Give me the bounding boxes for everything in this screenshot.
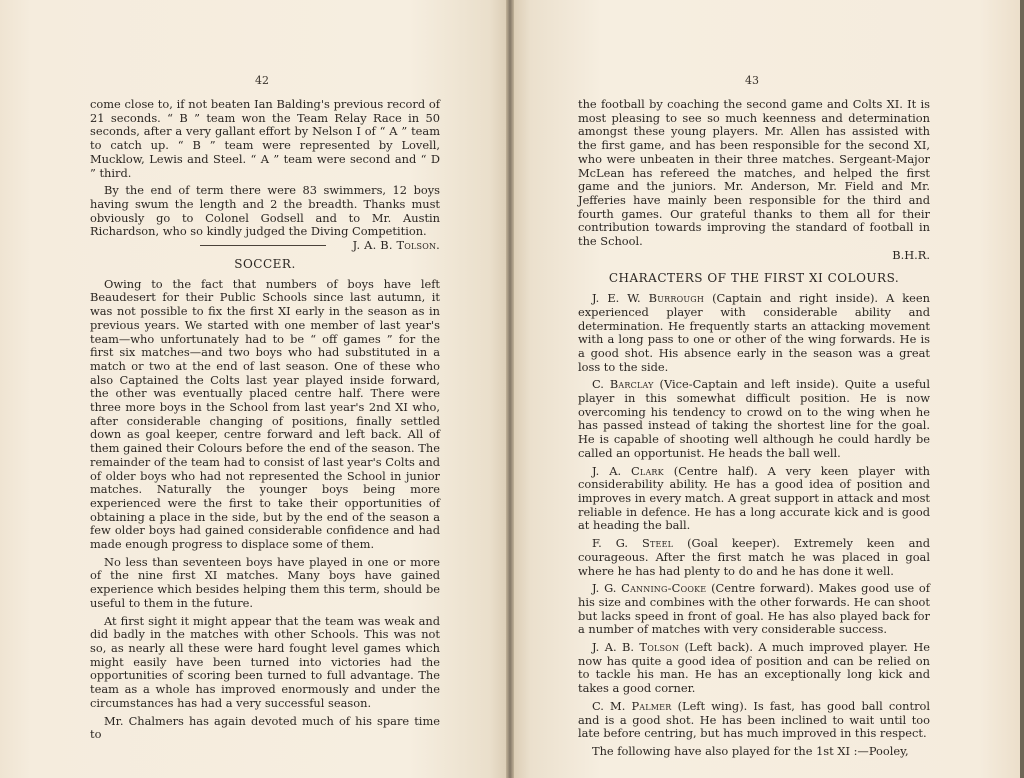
player-entry: J. G. Canning-Cooke (Centre forward). Makes good use of his size and combines with the other forwards. He can shoot but lacks speed in front of goal. He has also played back for a number of matches with very considerable success.: [578, 581, 930, 637]
book-edge: [1020, 0, 1024, 778]
section-divider: [200, 245, 326, 246]
swimming-report-end: [90, 98, 440, 253]
author-signature: J. A. B. Tolson.: [352, 238, 440, 253]
page-number: 42: [255, 74, 269, 87]
swim-paragraph: come close to, if not beaten Ian Balding's previous record of 21 seconds. “ B ” team won the Team Relay Race in 50 seconds, after a very gallant effort by Nelson I of “ A ” team to catch up. “ B ” team were represented by Lovell, Mucklow, Lewis and Steel. “ A ” team were second and “ D ” third.: [90, 97, 440, 180]
soccer-paragraph: At first sight it might appear that the team was weak and did badly in the matches with other Schools. This was not so, as nearly all these were hard fought level games which might easily have been turned into victories had the opportunities of scoring been turned to full advantage. The team as a whole has improved enormously and under the circumstances has had a very successful season.: [90, 613, 440, 710]
right-page: [510, 0, 1020, 778]
player-entry: C. Barclay (Vice-Captain and left inside). Quite a useful player in this somewhat difficult position. He is now overcoming his tendency to crowd on to the wing when he has passed instead of taking the shortest line for the goal. He is capable of shooting well although he could hardly be called an opportunist. He heads the ball well.: [578, 377, 930, 460]
section-heading: SOCCER.: [234, 257, 296, 271]
soccer-article: [90, 258, 440, 742]
left-page: [0, 0, 510, 778]
soccer-paragraph: No less than seventeen boys have played in one or more of the nine first XI matches. Many boys have gained experience which besides helping them this term, should be useful to them in the future.: [90, 554, 440, 610]
final-line: The following have also played for the 1st XI :—Pooley,: [592, 743, 909, 758]
player-entry: C. M. Palmer (Left wing). Is fast, has good ball control and is a good shot. He has been inclined to wait until too late before centring, but has much improved in this respect.: [578, 698, 931, 741]
soccer-paragraph: Owing to the fact that numbers of boys have left Beaudesert for their Public Schools since last autumn, it was not possible to fix the first XI early in the season as in previous years. We started with one member of last year's team—who unfortunately had to be “ off games ” for the first six matches—and two boys who had substituted in a match or two at the end of last season. One of these who also Captained the Colts last year played inside forward, the other was eventually placed centre half. There were three more boys in the School from last year's 2nd XI who, after considerable changing of positions, finally settled down as goal keeper, centre forward and left back. All of them gained their Colours before the end of the season. The remainder of the team had to consist of last year's Colts and of older boys who had not represented the School in junior matches. Naturally the younger boys being more experienced were the first to take their opportunities of obtaining a place in the side, but by the end of the season a few older boys had gained considerable confidence and had made enough progress to displace some of them.: [90, 276, 440, 552]
player-entry: J. E. W. Burrough (Captain and right inside). A keen experienced player with considerable ability and determination. He frequently starts an attacking movement with a long pass to one or other of the wing forwards. He is a good shot. His absence early in the season was a great loss to the side.: [578, 291, 931, 374]
soccer-article-continued: [578, 98, 930, 759]
page-number: 43: [745, 74, 759, 87]
soccer-paragraph: Mr. Chalmers has again devoted much of his spare time to: [90, 713, 440, 742]
player-entry: J. A. B. Tolson (Left back). A much improved player. He now has quite a good idea of position and can be relied on to tackle his man. He has an exceptionally long kick and takes a good corner.: [578, 640, 930, 696]
soccer-paragraph: the football by coaching the second game and Colts XI. It is most pleasing to see so much keenness and determination amongst these young players. Mr. Allen has assisted with the first game, and has been responsible for the second XI, who were unbeaten in their three matches. Sergeant-Major McLean has refereed the matches, and helped the first game and the juniors. Mr. Anderson, Mr. Field and Mr. Jefferies have mainly been responsible for the third and fourth games. Our grateful thanks to them all for their contribution towards improving the standard of football in the School.: [578, 97, 930, 249]
player-entry: J. A. Clark (Centre half). A very keen player with considerability ability. He has a good idea of position and improves in every match. A great support in attack and most reliable in defence. He has a long accurate kick and is good at heading the ball.: [578, 463, 931, 533]
author-signature: B.H.R.: [892, 247, 930, 262]
swim-paragraph: By the end of term there were 83 swimmers, 12 boys having swum the length and 2 the breadth. Thanks must obviously go to Colonel Godsell and to Mr. Austin Richardson, who so kindly judged the Diving Competition.: [90, 183, 440, 239]
book-gutter: [506, 0, 514, 778]
player-entry: F. G. Steel (Goal keeper). Extremely keen and courageous. After the first match he was placed in goal where he has had plenty to do and he has done it well.: [578, 536, 930, 578]
section-heading: CHARACTERS OF THE FIRST XI COLOURS.: [608, 271, 900, 286]
